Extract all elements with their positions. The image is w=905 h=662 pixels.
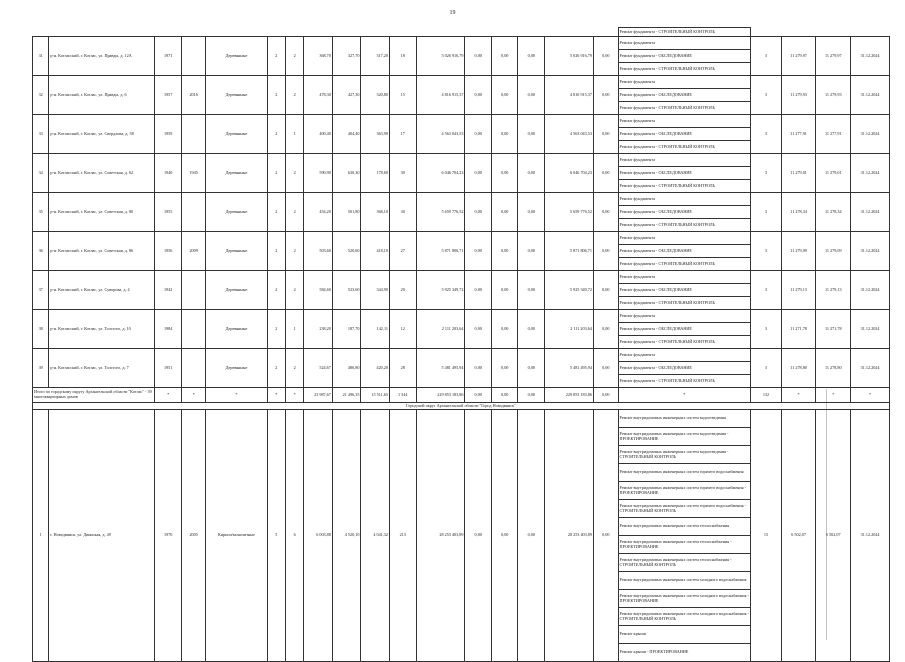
address-cell: р-н. Котласский, г. Котлас, ул. Толстого, д. 10 xyxy=(49,310,155,349)
work-item: Ремонт фундамента - СТРОИТЕЛЬНЫЙ КОНТРОЛЬ xyxy=(618,102,751,115)
indicator-cell: 3 xyxy=(751,310,782,349)
cost-total-cell: 4 563 043,53 xyxy=(416,115,465,154)
residents-cell: 15 xyxy=(389,76,416,115)
table-row xyxy=(33,154,890,167)
section-title: Городской округ Архангельской области "Город Новодвинск" xyxy=(33,403,890,410)
residents-cell: 213 xyxy=(389,410,416,662)
work-item: Ремонт внутридомовых инженерных систем водоотведения - ПРОЕКТИРОВАНИЕ xyxy=(618,428,751,446)
row-number: 36 xyxy=(33,232,49,271)
row-number: 1 xyxy=(33,410,49,662)
residents-cell: 30 xyxy=(389,193,416,232)
other-cell: 0,00 xyxy=(593,37,618,76)
year-overhaul-cell xyxy=(181,37,205,76)
max-cost-cell: 11 279,97 xyxy=(816,37,851,76)
area-total-cell: 584,60 xyxy=(304,271,333,310)
unit-cost-cell: 11 279,09 xyxy=(781,232,816,271)
entrances-cell: 2 xyxy=(285,37,303,76)
total-star: * xyxy=(781,388,816,403)
year-overhaul-cell xyxy=(181,349,205,388)
fund-owner-cell: 5 925 349,72 xyxy=(545,271,594,310)
year-built-cell: 1970 xyxy=(155,410,182,662)
table-row xyxy=(33,193,890,206)
residents-cell: 27 xyxy=(389,232,416,271)
area-b-cell: 4 041,32 xyxy=(361,410,390,662)
fund1-cell: 0,00 xyxy=(465,76,492,115)
table-row xyxy=(33,115,890,128)
max-cost-cell: 6 502,07 xyxy=(816,410,851,662)
fund1-cell: 0,00 xyxy=(465,310,492,349)
deadline-cell: 31.12.2024 xyxy=(851,410,890,662)
indicator-cell: 3 xyxy=(751,271,782,310)
wall-material-cell: Кирпич/монолитные xyxy=(206,410,267,662)
work-item: Ремонт фундамента - СТРОИТЕЛЬНЫЙ КОНТРОЛЬ xyxy=(618,180,751,193)
deadline-cell: 31.12.2024 xyxy=(851,193,890,232)
indicator-cell: 15 xyxy=(751,410,782,662)
fund1-cell: 0,00 xyxy=(465,271,492,310)
fund-owner-cell: 6 046 704,23 xyxy=(545,154,594,193)
entrances-cell: 2 xyxy=(285,193,303,232)
fund-owner-cell: 5 481 495,94 xyxy=(545,349,594,388)
floors-cell: 5 xyxy=(267,410,285,662)
fund2-cell: 0,00 xyxy=(491,115,518,154)
area-a-cell: 404,40 xyxy=(332,115,361,154)
year-overhaul-cell: 2009 xyxy=(181,232,205,271)
fund1-cell: 0,00 xyxy=(465,232,492,271)
year-built-cell: 1940 xyxy=(155,154,182,193)
empty-cell-lines xyxy=(826,389,890,640)
work-item: Ремонт фундамента xyxy=(618,349,751,362)
work-item: Ремонт фундамента xyxy=(618,271,751,284)
other-cell: 0,00 xyxy=(593,154,618,193)
entrances-cell: 2 xyxy=(285,349,303,388)
address-cell: р-н. Котласский, г. Котлас, ул. Правды, д. 12А xyxy=(49,37,155,76)
table-row xyxy=(33,37,890,50)
table-row xyxy=(33,349,890,362)
work-item: Ремонт внутридомовых инженерных систем водоотведения - СТРОИТЕЛЬНЫЙ КОНТРОЛЬ xyxy=(618,446,751,464)
entrances-cell: 1 xyxy=(285,115,303,154)
total-area-a: 21 496,35 xyxy=(332,388,361,403)
floors-cell: 2 xyxy=(267,115,285,154)
fund2-cell: 0,00 xyxy=(491,310,518,349)
fund3-cell: 0,00 xyxy=(518,37,545,76)
unit-cost-cell: 11 279,01 xyxy=(781,154,816,193)
fund2-cell: 0,00 xyxy=(491,37,518,76)
year-built-cell: 1957 xyxy=(155,76,182,115)
residents-cell: 18 xyxy=(389,37,416,76)
work-item: Ремонт внутридомовых инженерных систем теплоснабжения - ПРОЕКТИРОВАНИЕ xyxy=(618,536,751,554)
entrances-cell: 2 xyxy=(285,232,303,271)
cost-total-cell: 5 871 806,71 xyxy=(416,232,465,271)
floors-cell: 2 xyxy=(267,271,285,310)
area-b-cell: 142,11 xyxy=(361,310,390,349)
max-cost-cell: 11 279,01 xyxy=(816,154,851,193)
total-star: * xyxy=(155,388,182,403)
area-total-cell: 478,30 xyxy=(304,76,333,115)
deadline-cell: 31.12.2024 xyxy=(851,115,890,154)
total-other: 0,00 xyxy=(593,388,618,403)
table-row xyxy=(33,76,890,89)
other-cell: 0,00 xyxy=(593,310,618,349)
row-number: 34 xyxy=(33,154,49,193)
total-star: * xyxy=(816,388,851,403)
max-cost-cell: 11 278,80 xyxy=(816,349,851,388)
year-built-cell: 1956 xyxy=(155,232,182,271)
indicator-cell: 3 xyxy=(751,115,782,154)
work-item: Ремонт фундамента xyxy=(618,193,751,206)
wall-material-cell: Деревянные xyxy=(206,193,267,232)
fund3-cell: 0,00 xyxy=(518,271,545,310)
unit-cost-cell: 11 279,97 xyxy=(781,37,816,76)
fund1-cell: 0,00 xyxy=(465,154,492,193)
fund3-cell: 0,00 xyxy=(518,154,545,193)
work-item: Ремонт внутридомовых инженерных систем холодного водоснабжения - ПРОЕКТИРОВАНИЕ xyxy=(618,590,751,608)
total-row xyxy=(33,388,890,403)
floors-cell: 2 xyxy=(267,37,285,76)
area-total-cell: 6 003,88 xyxy=(304,410,333,662)
indicator-cell: 3 xyxy=(751,232,782,271)
other-cell: 0,00 xyxy=(593,115,618,154)
register-table xyxy=(32,27,890,662)
area-a-cell: 523,60 xyxy=(332,271,361,310)
section-row xyxy=(33,403,890,410)
work-item: Ремонт внутридомовых инженерных систем холодного водоснабжения - СТРОИТЕЛЬНЫЙ КОНТРОЛЬ xyxy=(618,608,751,626)
year-overhaul-cell: 1945 xyxy=(181,154,205,193)
unit-cost-cell: 11 279,93 xyxy=(781,76,816,115)
fund3-cell: 0,00 xyxy=(518,193,545,232)
area-a-cell: 520,60 xyxy=(332,232,361,271)
row-number: 39 xyxy=(33,349,49,388)
area-total-cell: 454,20 xyxy=(304,193,333,232)
work-item: Ремонт крыши xyxy=(618,626,751,644)
row-number: 38 xyxy=(33,310,49,349)
cost-total-cell: 5 026 916,79 xyxy=(416,37,465,76)
cost-total-cell: 5 481 495,94 xyxy=(416,349,465,388)
year-built-cell: 1971 xyxy=(155,37,182,76)
fund3-cell: 0,00 xyxy=(518,232,545,271)
work-item: Ремонт фундамента - СТРОИТЕЛЬНЫЙ КОНТРОЛЬ xyxy=(618,297,751,310)
wall-material-cell: Деревянные xyxy=(206,271,267,310)
indicator-cell: 3 xyxy=(751,193,782,232)
area-total-cell: 400,40 xyxy=(304,115,333,154)
address-cell: р-н. Котласский, г. Котлас, ул. Советская, д. 86 xyxy=(49,232,155,271)
area-a-cell: 187,70 xyxy=(332,310,361,349)
work-item: Ремонт фундамента - СТРОИТЕЛЬНЫЙ КОНТРОЛЬ xyxy=(618,28,751,37)
fund2-cell: 0,00 xyxy=(491,410,518,662)
area-total-cell: 368,70 xyxy=(304,37,333,76)
fund2-cell: 0,00 xyxy=(491,154,518,193)
residents-cell: 12 xyxy=(389,310,416,349)
indicator-cell: 3 xyxy=(751,76,782,115)
work-item: Ремонт внутридомовых инженерных систем горячего водоснабжения xyxy=(618,464,751,482)
wall-material-cell: Деревянные xyxy=(206,154,267,193)
row-number: 32 xyxy=(33,76,49,115)
work-item: Ремонт фундамента - ОБСЛЕДОВАНИЕ xyxy=(618,128,751,141)
deadline-cell: 31.12.2024 xyxy=(851,349,890,388)
year-built-cell: 1942 xyxy=(155,271,182,310)
fund3-cell: 0,00 xyxy=(518,410,545,662)
other-cell: 0,00 xyxy=(593,76,618,115)
year-built-cell: 1984 xyxy=(155,310,182,349)
work-item: Ремонт фундамента xyxy=(618,310,751,323)
area-b-cell: 178,60 xyxy=(361,154,390,193)
year-overhaul-cell xyxy=(181,193,205,232)
unit-cost-cell: 11 277,91 xyxy=(781,115,816,154)
wall-material-cell: Деревянные xyxy=(206,310,267,349)
entrances-cell: 2 xyxy=(285,271,303,310)
floors-cell: 2 xyxy=(267,232,285,271)
unit-cost-cell: 11 271,78 xyxy=(781,310,816,349)
wall-material-cell: Деревянные xyxy=(206,232,267,271)
area-a-cell: 4 520,10 xyxy=(332,410,361,662)
table-row xyxy=(33,310,890,323)
area-b-cell: 363,90 xyxy=(361,115,390,154)
year-overhaul-cell: 2005 xyxy=(181,410,205,662)
year-built-cell: 1955 xyxy=(155,193,182,232)
residents-cell: 30 xyxy=(389,154,416,193)
area-b-cell: 317,20 xyxy=(361,37,390,76)
total-star: * xyxy=(618,388,751,403)
area-a-cell: 630,30 xyxy=(332,154,361,193)
indicator-cell: 3 xyxy=(751,37,782,76)
max-cost-cell: 11 277,91 xyxy=(816,115,851,154)
total-star: * xyxy=(181,388,205,403)
year-overhaul-cell xyxy=(181,115,205,154)
fund-owner-cell: 28 253 403,89 xyxy=(545,410,594,662)
total-fund2: 0,00 xyxy=(491,388,518,403)
deadline-cell: 31.12.2024 xyxy=(851,154,890,193)
work-item: Ремонт фундамента - СТРОИТЕЛЬНЫЙ КОНТРОЛЬ xyxy=(618,63,751,76)
floors-cell: 2 xyxy=(267,310,285,349)
floors-cell: 2 xyxy=(267,349,285,388)
row-number: 33 xyxy=(33,115,49,154)
fund3-cell: 0,00 xyxy=(518,349,545,388)
area-b-cell: 368,10 xyxy=(361,193,390,232)
work-item: Ремонт фундамента xyxy=(618,115,751,128)
max-cost-cell: 11 279,13 xyxy=(816,271,851,310)
work-item: Ремонт крыши - ПРОЕКТИРОВАНИЕ xyxy=(618,644,751,662)
area-total-cell: 238,20 xyxy=(304,310,333,349)
deadline-cell: 31.12.2024 xyxy=(851,232,890,271)
area-a-cell: 427,30 xyxy=(332,76,361,115)
total-fund-owner: 229 853 183,86 xyxy=(545,388,594,403)
work-item: Ремонт внутридомовых инженерных систем теплоснабжения xyxy=(618,518,751,536)
table-row xyxy=(33,232,890,245)
fund-owner-cell: 5 026 916,79 xyxy=(545,37,594,76)
entrances-cell: 6 xyxy=(285,410,303,662)
work-item: Ремонт внутридомовых инженерных систем горячего водоснабжения - СТРОИТЕЛЬНЫЙ КОНТРОЛЬ xyxy=(618,500,751,518)
fund-owner-cell: 4 816 915,37 xyxy=(545,76,594,115)
deadline-cell: 31.12.2024 xyxy=(851,76,890,115)
fund3-cell: 0,00 xyxy=(518,310,545,349)
work-item: Ремонт фундамента - ОБСЛЕДОВАНИЕ xyxy=(618,362,751,375)
fund1-cell: 0,00 xyxy=(465,349,492,388)
deadline-cell: 31.12.2024 xyxy=(851,310,890,349)
page-number: 19 xyxy=(449,10,456,16)
fund-owner-cell: 4 563 043,53 xyxy=(545,115,594,154)
work-item: Ремонт фундамента xyxy=(618,232,751,245)
fund3-cell: 0,00 xyxy=(518,115,545,154)
cost-total-cell: 5 659 776,52 xyxy=(416,193,465,232)
year-overhaul-cell: 2016 xyxy=(181,76,205,115)
work-item: Ремонт фундамента - ОБСЛЕДОВАНИЕ xyxy=(618,323,751,336)
cost-total-cell: 6 046 704,23 xyxy=(416,154,465,193)
entrances-cell: 2 xyxy=(285,76,303,115)
area-a-cell: 486,80 xyxy=(332,349,361,388)
area-a-cell: 501,80 xyxy=(332,193,361,232)
work-item: Ремонт фундамента - ОБСЛЕДОВАНИЕ xyxy=(618,206,751,219)
work-item: Ремонт внутридомовых инженерных систем теплоснабжения - СТРОИТЕЛЬНЫЙ КОНТРОЛЬ xyxy=(618,554,751,572)
entrances-cell: 2 xyxy=(285,154,303,193)
fund2-cell: 0,00 xyxy=(491,193,518,232)
fund1-cell: 0,00 xyxy=(465,115,492,154)
cost-total-cell: 28 253 403,89 xyxy=(416,410,465,662)
row-number: 35 xyxy=(33,193,49,232)
other-cell: 0,00 xyxy=(593,410,618,662)
area-total-cell: 524,67 xyxy=(304,349,333,388)
wall-material-cell: Деревянные xyxy=(206,76,267,115)
indicator-cell: 3 xyxy=(751,154,782,193)
wall-material-cell: Деревянные xyxy=(206,37,267,76)
address-cell: р-н. Котласский, г. Котлас, ул. Советская, д. 62 xyxy=(49,154,155,193)
total-residents: 1 344 xyxy=(389,388,416,403)
fund-owner-cell: 5 659 776,52 xyxy=(545,193,594,232)
table-row-top xyxy=(33,28,890,37)
address-cell: р-н. Котласский, г. Котлас, ул. Правды, д. 6 xyxy=(49,76,155,115)
fund1-cell: 0,00 xyxy=(465,37,492,76)
total-star: * xyxy=(285,388,303,403)
unit-cost-cell: 11 278,34 xyxy=(781,193,816,232)
max-cost-cell: 11 279,93 xyxy=(816,76,851,115)
floors-cell: 2 xyxy=(267,154,285,193)
indicator-cell: 3 xyxy=(751,349,782,388)
max-cost-cell: 11 278,34 xyxy=(816,193,851,232)
table-row xyxy=(33,271,890,284)
year-built-cell: 1959 xyxy=(155,115,182,154)
area-b-cell: 420,20 xyxy=(361,349,390,388)
area-b-cell: 418,10 xyxy=(361,232,390,271)
other-cell: 0,00 xyxy=(593,349,618,388)
address-cell: г. Новодвинск, ул. Двинская, д. 49 xyxy=(49,410,155,662)
work-item: Ремонт внутридомовых инженерных систем горячего водоснабжения - ПРОЕКТИРОВАНИЕ xyxy=(618,482,751,500)
address-cell: р-н. Котласский, г. Котлас, ул. Толстого, д. 7 xyxy=(49,349,155,388)
work-item: Ремонт фундамента - ОБСЛЕДОВАНИЕ xyxy=(618,245,751,258)
cost-total-cell: 5 925 349,72 xyxy=(416,271,465,310)
total-area-b: 15 511,65 xyxy=(361,388,390,403)
total-star: * xyxy=(851,388,890,403)
work-item: Ремонт фундамента - ОБСЛЕДОВАНИЕ xyxy=(618,284,751,297)
work-item: Ремонт фундамента - СТРОИТЕЛЬНЫЙ КОНТРОЛЬ xyxy=(618,219,751,232)
work-item: Ремонт внутридомовых инженерных систем водоотведения xyxy=(618,410,751,428)
work-item: Ремонт фундамента - ОБСЛЕДОВАНИЕ xyxy=(618,167,751,180)
deadline-cell: 31.12.2024 xyxy=(851,37,890,76)
max-cost-cell: 11 279,09 xyxy=(816,232,851,271)
work-item: Ремонт фундамента xyxy=(618,154,751,167)
area-b-cell: 344,90 xyxy=(361,271,390,310)
unit-cost-cell: 11 279,13 xyxy=(781,271,816,310)
year-overhaul-cell xyxy=(181,310,205,349)
work-item: Ремонт фундамента xyxy=(618,37,751,50)
other-cell: 0,00 xyxy=(593,271,618,310)
row-number: 37 xyxy=(33,271,49,310)
residents-cell: 17 xyxy=(389,115,416,154)
deadline-cell: 31.12.2024 xyxy=(851,271,890,310)
work-item: Ремонт фундамента - СТРОИТЕЛЬНЫЙ КОНТРОЛЬ xyxy=(618,141,751,154)
total-label: Итого по городскому округу Архангельской области "Котлас" - 39 многоквартирных домов xyxy=(33,388,155,403)
fund2-cell: 0,00 xyxy=(491,349,518,388)
total-star: * xyxy=(206,388,267,403)
total-star: * xyxy=(267,388,285,403)
year-overhaul-cell xyxy=(181,271,205,310)
area-total-cell: 503,60 xyxy=(304,232,333,271)
wall-material-cell: Деревянные xyxy=(206,115,267,154)
total-area-total: 23 987,67 xyxy=(304,388,333,403)
work-item: Ремонт фундамента - ОБСЛЕДОВАНИЕ xyxy=(618,89,751,102)
work-item: Ремонт внутридомовых инженерных систем холодного водоснабжения xyxy=(618,572,751,590)
area-b-cell: 320,80 xyxy=(361,76,390,115)
floors-cell: 2 xyxy=(267,76,285,115)
fund2-cell: 0,00 xyxy=(491,232,518,271)
work-item: Ремонт фундамента xyxy=(618,76,751,89)
address-cell: р-н. Котласский, г. Котлас, ул. Свердлова, д. 58 xyxy=(49,115,155,154)
fund-owner-cell: 5 871 806,71 xyxy=(545,232,594,271)
residents-cell: 20 xyxy=(389,271,416,310)
area-a-cell: 327,70 xyxy=(332,37,361,76)
total-indicator: 132 xyxy=(751,388,782,403)
work-item: Ремонт фундамента - ОБСЛЕДОВАНИЕ xyxy=(618,50,751,63)
total-fund3: 0,00 xyxy=(518,388,545,403)
year-built-cell: 1951 xyxy=(155,349,182,388)
fund3-cell: 0,00 xyxy=(518,76,545,115)
cost-total-cell: 4 816 915,37 xyxy=(416,76,465,115)
address-cell: р-н. Котласский, г. Котлас, ул. Суворова, д. 4 xyxy=(49,271,155,310)
unit-cost-cell: 6 502,07 xyxy=(781,410,816,662)
unit-cost-cell: 11 278,80 xyxy=(781,349,816,388)
address-cell: р-н. Котласский, г. Котлас, ул. Советская, д. 80 xyxy=(49,193,155,232)
work-item: Ремонт фундамента - СТРОИТЕЛЬНЫЙ КОНТРОЛЬ xyxy=(618,375,751,388)
total-cost-total: 229 853 183,86 xyxy=(416,388,465,403)
other-cell: 0,00 xyxy=(593,193,618,232)
row-number: 31 xyxy=(33,37,49,76)
fund-owner-cell: 2 111 203,64 xyxy=(545,310,594,349)
work-item: Ремонт фундамента - СТРОИТЕЛЬНЫЙ КОНТРОЛЬ xyxy=(618,258,751,271)
other-cell: 0,00 xyxy=(593,232,618,271)
cost-total-cell: 2 111 203,64 xyxy=(416,310,465,349)
work-item: Ремонт фундамента - СТРОИТЕЛЬНЫЙ КОНТРОЛЬ xyxy=(618,336,751,349)
fund2-cell: 0,00 xyxy=(491,76,518,115)
table-row xyxy=(33,410,890,428)
entrances-cell: 1 xyxy=(285,310,303,349)
fund1-cell: 0,00 xyxy=(465,410,492,662)
wall-material-cell: Деревянные xyxy=(206,349,267,388)
fund1-cell: 0,00 xyxy=(465,193,492,232)
residents-cell: 28 xyxy=(389,349,416,388)
area-total-cell: 590,90 xyxy=(304,154,333,193)
floors-cell: 2 xyxy=(267,193,285,232)
max-cost-cell: 11 271,78 xyxy=(816,310,851,349)
fund2-cell: 0,00 xyxy=(491,271,518,310)
total-fund1: 0,00 xyxy=(465,388,492,403)
